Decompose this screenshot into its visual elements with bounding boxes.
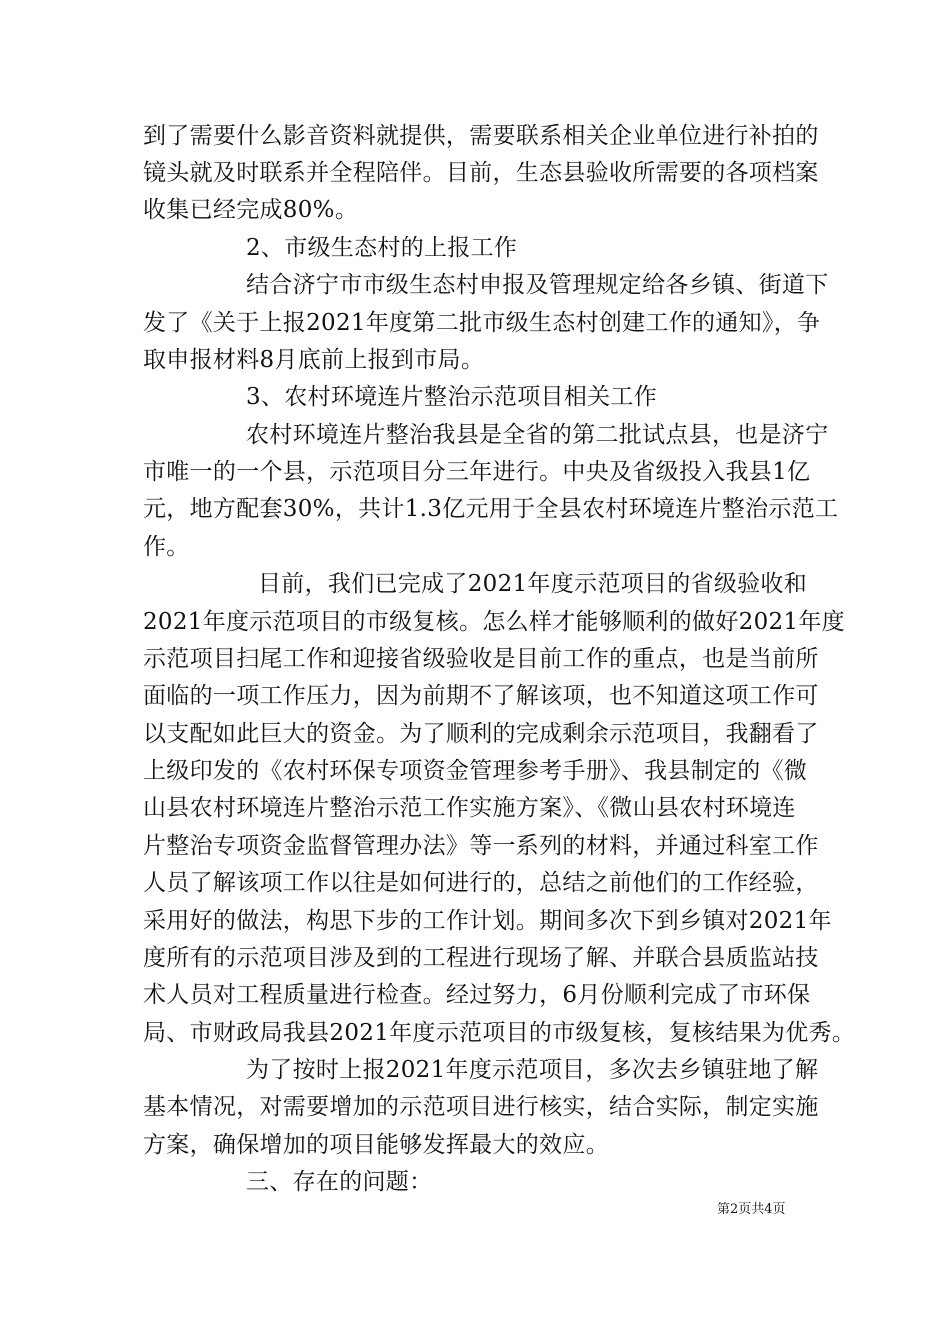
section-heading: 2、市级生态村的上报工作: [246, 235, 518, 261]
body-text-line: 镜头就及时联系并全程陪伴。目前，生态县验收所需要的各项档案: [143, 160, 819, 186]
section-heading: 3、农村环境连片整治示范项目相关工作: [246, 384, 658, 410]
body-text-line: 山县农村环境连片整治示范工作实施方案》、《微山县农村环境连: [143, 795, 796, 821]
body-text-line: 人员了解该项工作以往是如何进行的，总结之前他们的工作经验，: [143, 870, 819, 896]
body-text-line: 发了《关于上报2021年度第二批市级生态村创建工作的通知》，争: [143, 310, 821, 336]
body-text-line: 为了按时上报2021年度示范项目，多次去乡镇驻地了解: [246, 1057, 819, 1083]
body-text-line: 基本情况，对需要增加的示范项目进行核实，结合实际，制定实施: [143, 1094, 819, 1120]
body-text-line: 面临的一项工作压力，因为前期不了解该项，也不知道这项工作可: [143, 683, 819, 709]
body-text-line: 上级印发的《农村环保专项资金管理参考手册》、我县制定的《微: [143, 758, 808, 784]
body-text-line: 术人员对工程质量进行检查。经过努力，6月份顺利完成了市环保: [143, 982, 811, 1008]
body-text-line: 结合济宁市市级生态村申报及管理规定给各乡镇、街道下: [246, 272, 829, 298]
body-text-line: 到了需要什么影音资料就提供，需要联系相关企业单位进行补拍的: [143, 123, 819, 149]
section-heading: 三、存在的问题：: [246, 1169, 433, 1195]
body-text-line: 元，地方配套30%，共计1.3亿元用于全县农村环境连片整治示范工: [143, 496, 839, 522]
body-text-line: 2021年度示范项目的市级复核。怎么样才能够顺利的做好2021年度: [143, 609, 845, 635]
body-text-line: 作。: [143, 534, 190, 560]
body-text-line: 市唯一的一个县，示范项目分三年进行。中央及省级投入我县1亿: [143, 459, 811, 485]
body-text-line: 度所有的示范项目涉及到的工程进行现场了解、并联合县质监站技: [143, 945, 819, 971]
body-text-line: 局、市财政局我县2021年度示范项目的市级复核，复核结果为优秀。: [143, 1020, 856, 1046]
body-text-line: 目前，我们已完成了2021年度示范项目的省级验收和: [258, 571, 808, 597]
body-text-line: 农村环境连片整治我县是全省的第二批试点县，也是济宁: [246, 422, 829, 448]
body-text-line: 片整治专项资金监督管理办法》等一系列的材料，并通过科室工作: [143, 833, 819, 859]
body-text-line: 取申报材料8月底前上报到市局。: [143, 347, 485, 373]
body-text-line: 以支配如此巨大的资金。为了顺利的完成剩余示范项目，我翻看了: [143, 721, 819, 747]
page-number: 第2页共4页: [717, 1202, 786, 1217]
body-text-line: 收集已经完成80%。: [143, 197, 359, 223]
body-text-line: 采用好的做法，构思下步的工作计划。期间多次下到乡镇对2021年: [143, 908, 832, 934]
body-text-line: 示范项目扫尾工作和迎接省级验收是目前工作的重点，也是当前所: [143, 646, 819, 672]
body-text-line: 方案，确保增加的项目能够发挥最大的效应。: [143, 1132, 609, 1158]
